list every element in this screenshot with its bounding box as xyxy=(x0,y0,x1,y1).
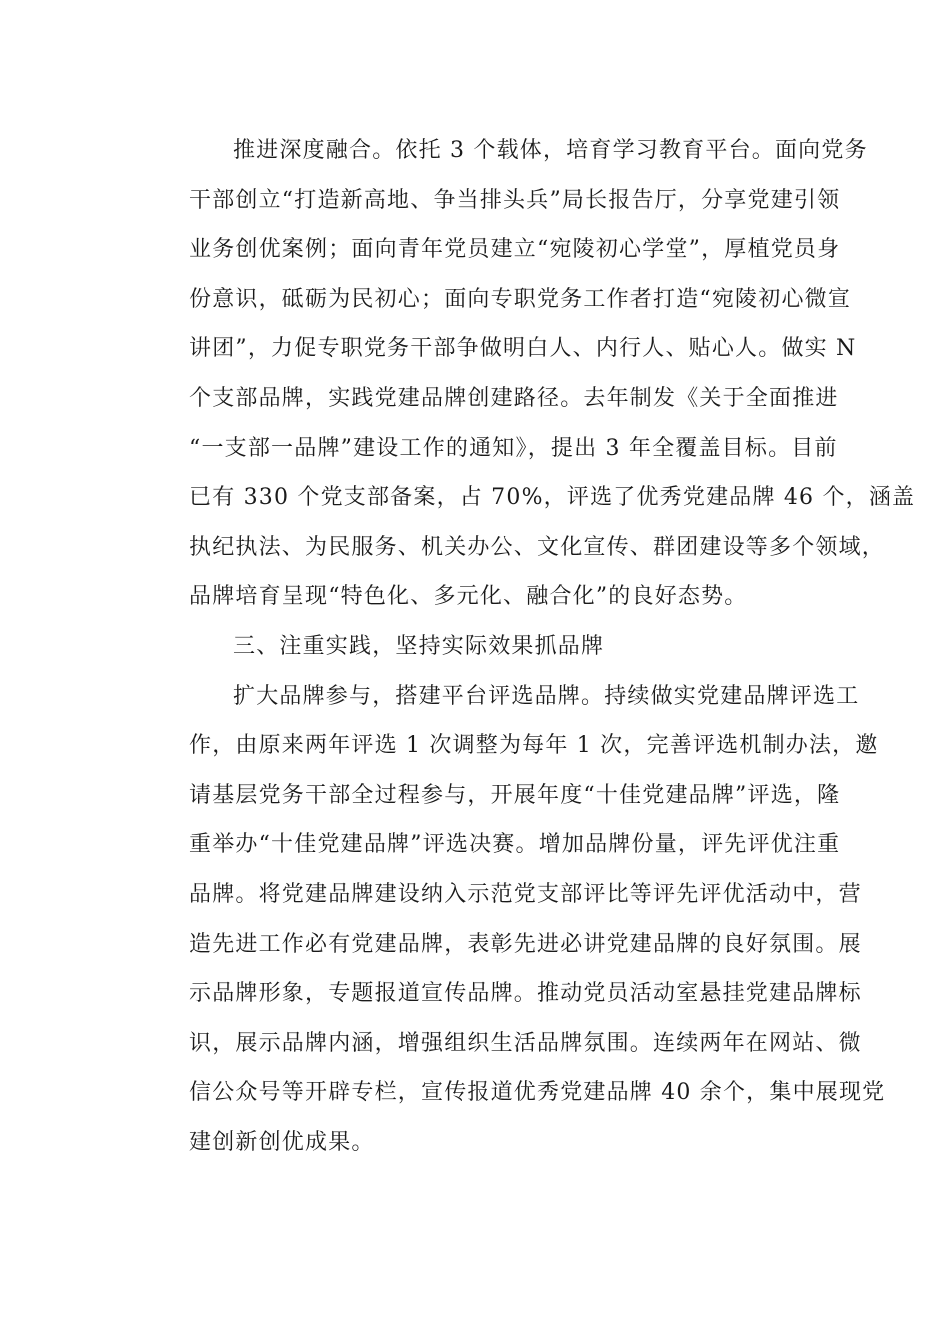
text-line: 信公众号等开辟专栏，宣传报道优秀党建品牌 40 余个，集中展现党 xyxy=(189,1080,886,1106)
text-line: 个支部品牌，实践党建品牌创建路径。去年制发《关于全面推进 xyxy=(189,385,839,411)
text-line: 扩大品牌参与，搭建平台评选品牌。持续做实党建品牌评选工 xyxy=(233,683,860,709)
text-line: 识，展示品牌内涵，增强组织生活品牌氛围。连续两年在网站、微 xyxy=(189,1030,862,1056)
text-line: “一支部一品牌”建设工作的通知》，提出 3 年全覆盖目标。目前 xyxy=(189,435,838,461)
document-body xyxy=(145,126,916,1167)
text-line: 作，由原来两年评选 1 次调整为每年 1 次，完善评选机制办法，邀 xyxy=(189,733,879,759)
text-line: 已有 330 个党支部备案，占 70%，评选了优秀党建品牌 46 个，涵盖 xyxy=(189,485,916,511)
text-line: 造先进工作必有党建品牌，表彰先进必讲党建品牌的良好氛围。展 xyxy=(189,931,862,957)
text-line: 份意识，砥砺为民初心；面向专职党务工作者打造“宛陵初心微宣 xyxy=(189,286,852,312)
text-line: 干部创立“打造新高地、争当排头兵”局长报告厅，分享党建引领 xyxy=(189,187,841,213)
text-line: 请基层党务干部全过程参与，开展年度“十佳党建品牌”评选，隆 xyxy=(189,782,841,808)
text-line: 建创新创优成果。 xyxy=(189,1129,375,1155)
section-heading-text: 三、注重实践，坚持实际效果抓品牌 xyxy=(233,633,605,659)
text-line: 品牌培育呈现“特色化、多元化、融合化”的良好态势。 xyxy=(189,584,748,610)
text-line: 业务创优案例；面向青年党员建立“宛陵初心学堂”，厚植党员身 xyxy=(189,237,841,263)
text-line: 推进深度融合。依托 3 个载体，培育学习教育平台。面向党务 xyxy=(233,138,868,163)
text-line: 讲团”，力促专职党务干部争做明白人、内行人、贴心人。做实 N xyxy=(189,336,857,362)
text-line: 重举办“十佳党建品牌”评选决赛。增加品牌份量，评先评优注重 xyxy=(189,832,841,858)
text-line: 品牌。将党建品牌建设纳入示范党支部评比等评先评优活动中，营 xyxy=(189,881,862,907)
text-line: 示品牌形象，专题报道宣传品牌。推动党员活动室悬挂党建品牌标 xyxy=(189,981,862,1007)
section-heading xyxy=(145,622,833,672)
text-line: 执纪执法、为民服务、机关办公、文化宣传、群团建设等多个领域， xyxy=(189,534,886,560)
paragraph-deep-integration xyxy=(145,126,916,622)
paragraph-brand-participation xyxy=(145,672,886,1168)
